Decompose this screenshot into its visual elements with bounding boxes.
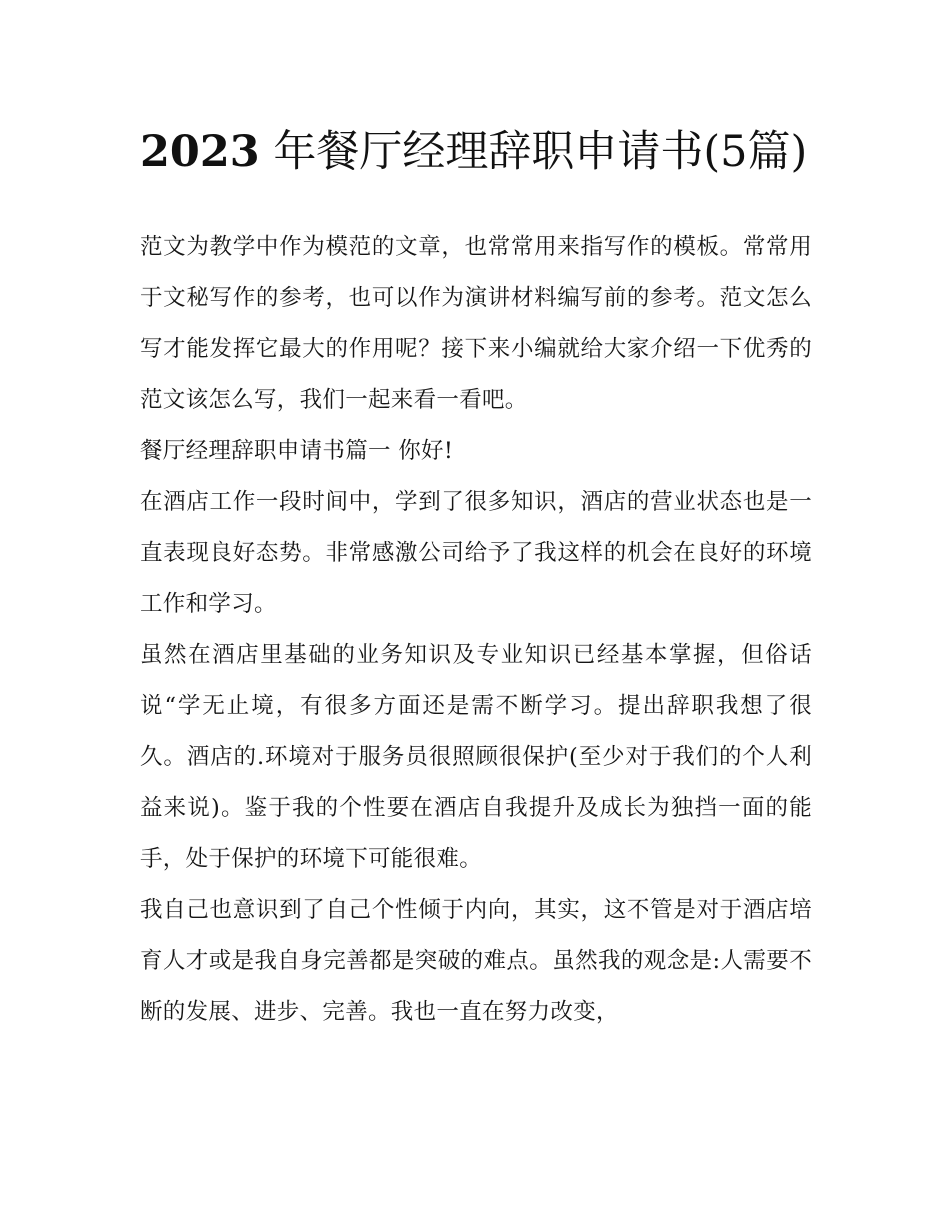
paragraph: 我自己也意识到了自己个性倾于内向，其实，这不管是对于酒店培育人才或是我自身完善都是突破的难点。虽然我的观念是:人需要不断的发展、进步、完善。我也一直在努力改变， xyxy=(140,897,812,1025)
document-title xyxy=(140,112,812,192)
title-text: 年餐厅经理辞职申请书(5篇) xyxy=(273,127,808,177)
document-body xyxy=(140,222,812,1038)
title-year: 2023 xyxy=(140,127,260,177)
paragraph-heading-1: 餐厅经理辞职申请书篇一 你好! xyxy=(140,438,454,464)
paragraph-intro: 范文为教学中作为模范的文章，也常常用来指写作的模板。常常用于文秘写作的参考，也可以作为演讲材料编写前的参考。范文怎么写才能发挥它最大的作用呢？接下来小编就给大家介绍一下优秀的范文该怎么写，我们一起来看一看吧。 xyxy=(140,234,812,413)
paragraph: 在酒店工作一段时间中，学到了很多知识，酒店的营业状态也是一直表现良好态势。非常感激公司给予了我这样的机会在良好的环境工作和学习。 xyxy=(140,489,812,617)
paragraph: 虽然在酒店里基础的业务知识及专业知识已经基本掌握，但俗话说“学无止境，有很多方面还是需不断学习。提出辞职我想了很久。酒店的.环境对于服务员很照顾很保护(至少对于我们的个人利益来说)。鉴于我的个性要在酒店自我提升及成长为独挡一面的能手，处于保护的环境下可能很难。 xyxy=(140,642,812,872)
document-page xyxy=(140,112,812,1038)
